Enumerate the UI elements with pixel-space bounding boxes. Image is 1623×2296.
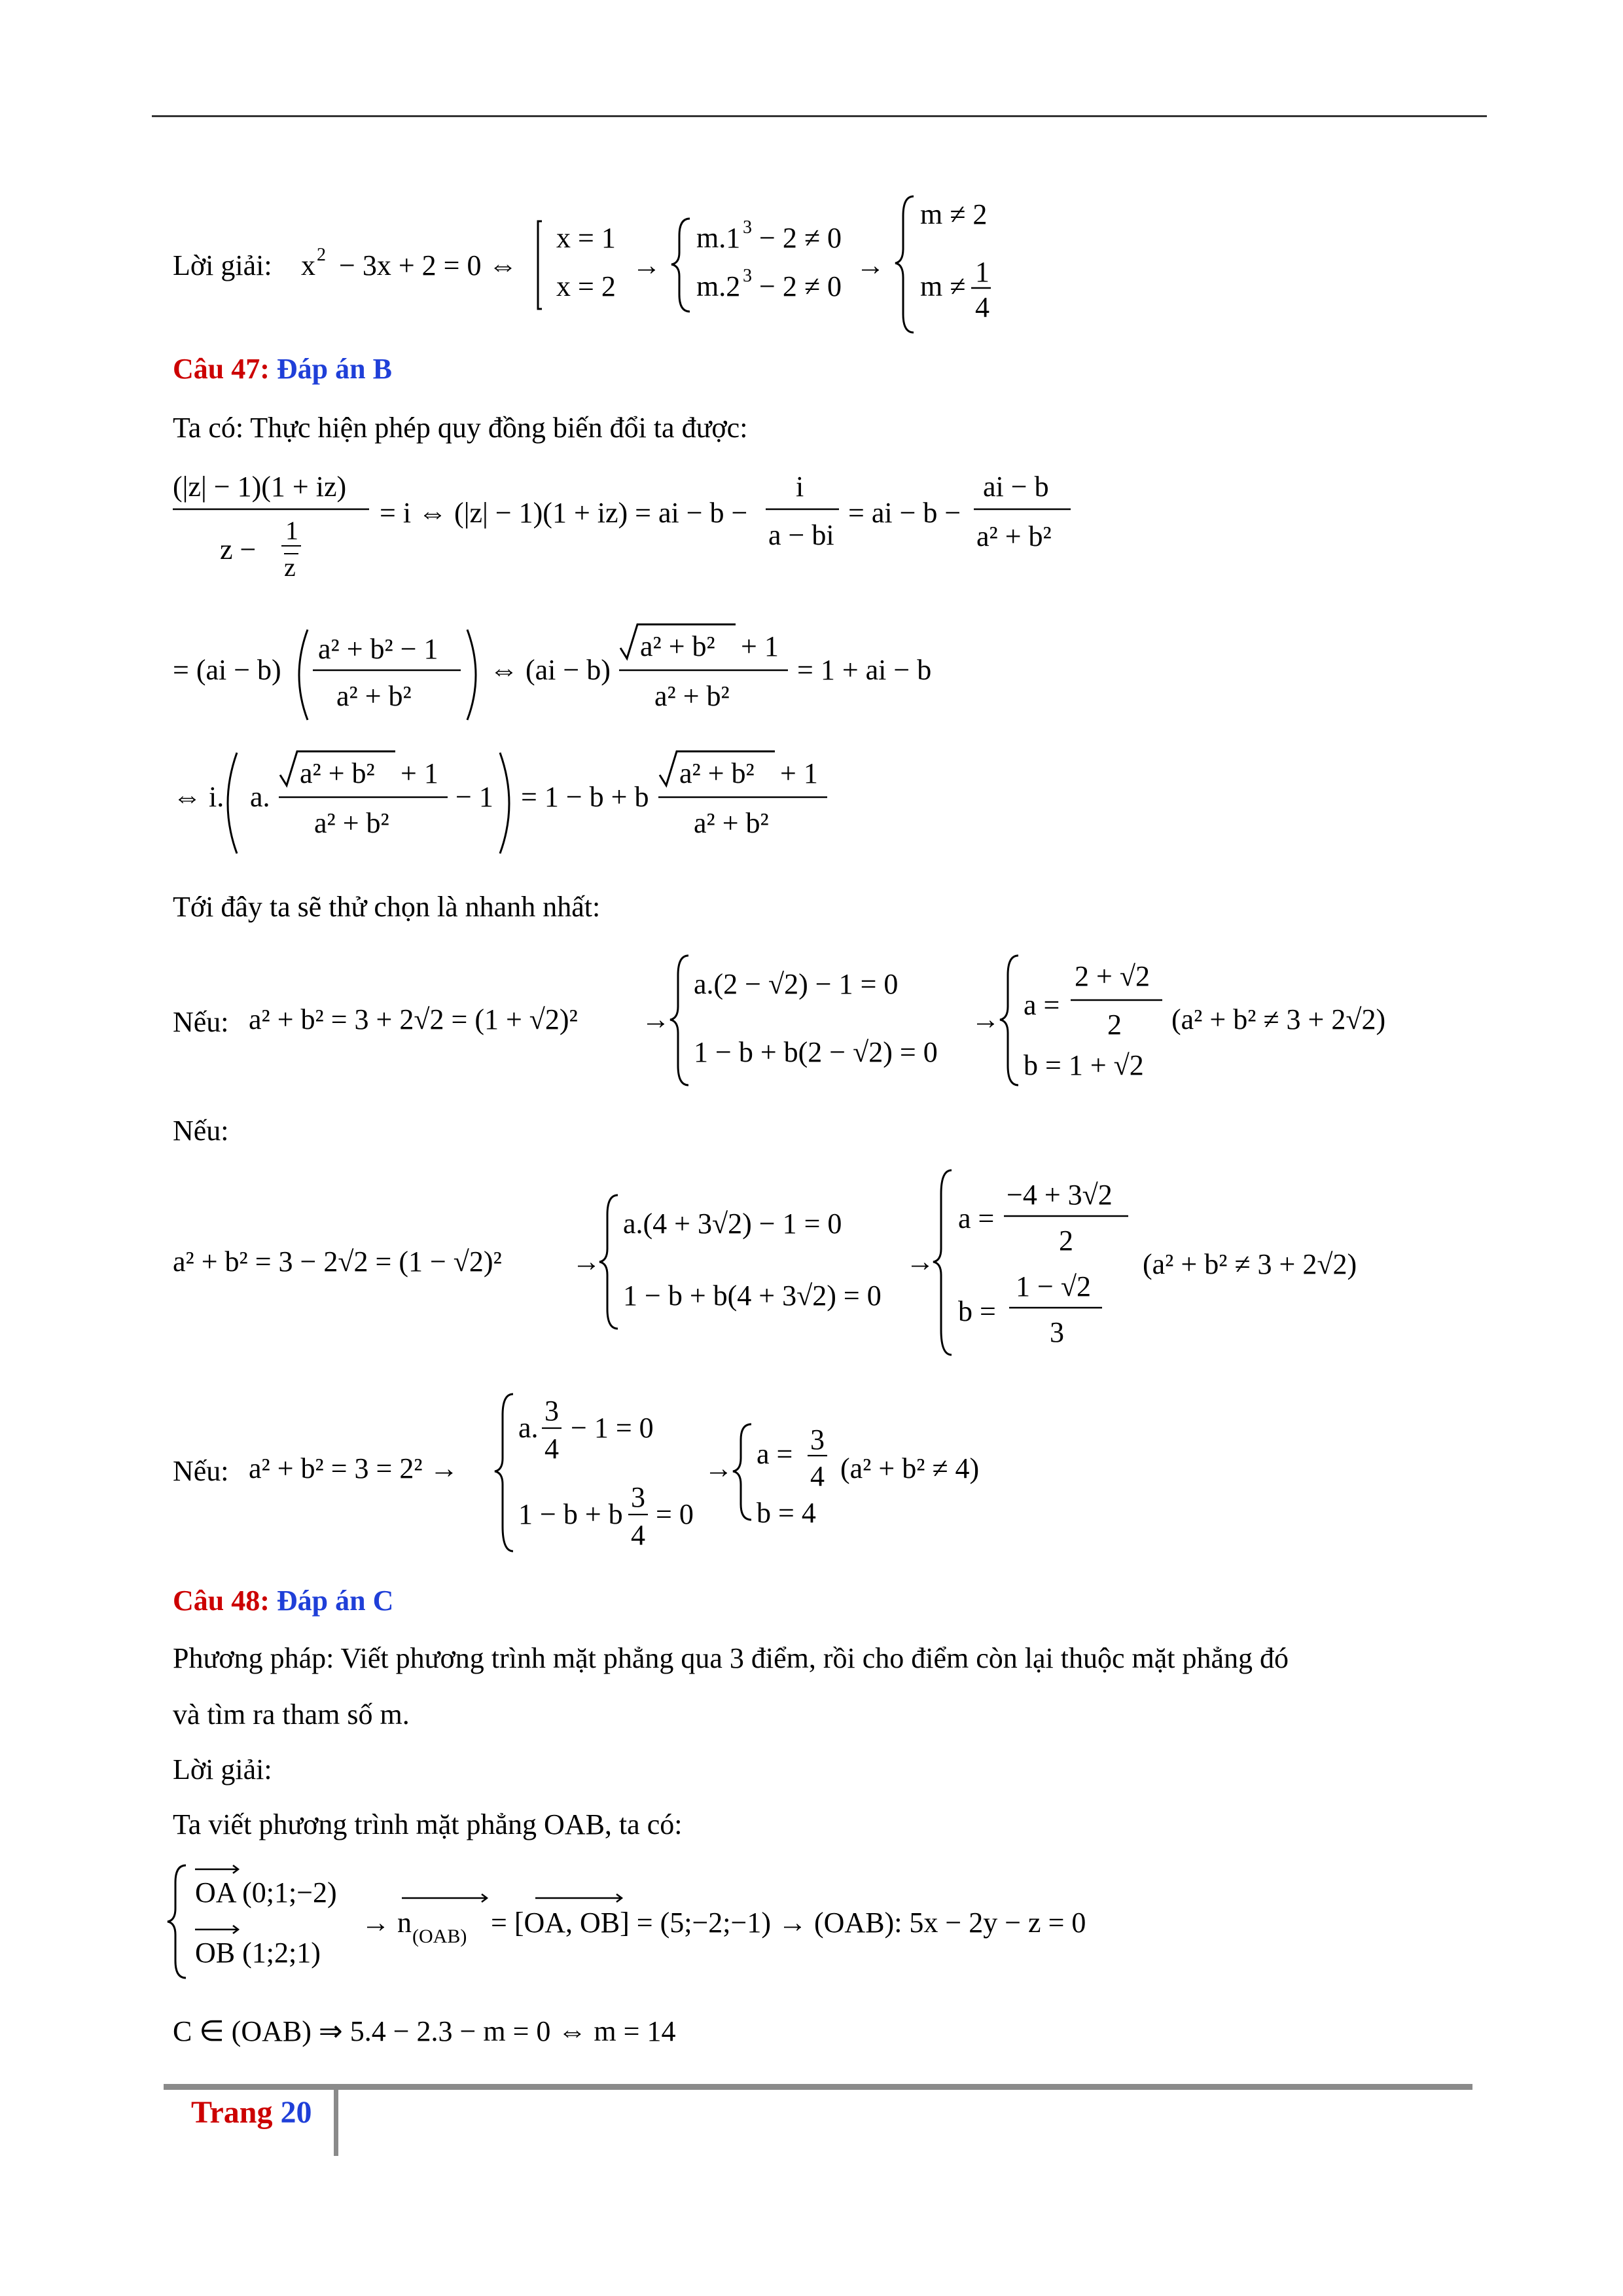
- svg-text:1 − √2: 1 − √2: [1016, 1270, 1091, 1302]
- svg-text:3: 3: [810, 1424, 825, 1456]
- svg-text:m ≠ 2: m ≠ 2: [920, 198, 988, 230]
- q47-case1: [249, 942, 1453, 1100]
- svg-text:→: →: [704, 1452, 733, 1484]
- svg-text:→ n: → n: [361, 1907, 412, 1939]
- svg-text:OA (0;1;−2): OA (0;1;−2): [195, 1876, 337, 1909]
- q47-lead: Ta có: Thực hiện phép quy đồng biến đổi ta được:: [173, 412, 748, 444]
- q47-heading: [173, 352, 392, 386]
- svg-text:x: x: [301, 249, 315, 281]
- svg-text:+ 1: + 1: [741, 630, 779, 662]
- top-rule: [152, 115, 1487, 117]
- svg-text:→: →: [641, 1003, 670, 1035]
- svg-text:⇔ i.: ⇔ i.: [173, 781, 224, 813]
- q47-step1: [173, 462, 1089, 606]
- page-footer: [191, 2094, 312, 2130]
- svg-text:= i ⇔ (|z| − 1)(1 + iz) = ai −: = i ⇔ (|z| − 1)(1 + iz) = ai − b −: [380, 497, 748, 529]
- svg-text:C ∈ (OAB) ⇒ 5.4 − 2.3 − m = 0: C ∈ (OAB) ⇒ 5.4 − 2.3 − m = 0 ⇔ m = 14: [173, 2015, 676, 2047]
- q48-vectors: [173, 1856, 1220, 1987]
- svg-text:a² + b²: a² + b²: [300, 757, 375, 789]
- bottom-rule: [164, 2084, 1472, 2090]
- svg-text:3: 3: [544, 1395, 559, 1427]
- svg-text:b = 4: b = 4: [757, 1497, 816, 1529]
- q47-try-text: Tới đây ta sẽ thử chọn là nhanh nhất:: [173, 891, 601, 923]
- q47-number: Câu 47:: [173, 353, 270, 385]
- svg-text:→: →: [572, 1246, 601, 1278]
- svg-text:3: 3: [631, 1481, 645, 1513]
- svg-text:a =: a =: [757, 1438, 793, 1470]
- q47-answer: Đáp án B: [276, 353, 392, 385]
- svg-text:a² + b² = 3 + 2√2 = (1 + √2)²: a² + b² = 3 + 2√2 = (1 + √2)²: [249, 1003, 578, 1035]
- svg-text:= 1 − b + b: = 1 − b + b: [521, 781, 649, 813]
- svg-text:(|z| − 1)(1 + iz): (|z| − 1)(1 + iz): [173, 471, 347, 503]
- svg-text:→: →: [632, 249, 661, 281]
- svg-text:i: i: [796, 471, 804, 503]
- intro-equation: [301, 190, 1021, 340]
- svg-text:2: 2: [1107, 1009, 1122, 1041]
- svg-text:− 3x + 2 = 0 ⇔: − 3x + 2 = 0 ⇔: [339, 249, 518, 281]
- q48-method-line1: Phương pháp: Viết phương trình mặt phẳng qua 3 điểm, rồi cho điểm còn lại thuộc mặt phẳng đó: [173, 1642, 1289, 1674]
- page-number: 20: [280, 2095, 312, 2130]
- svg-text:= 1 + ai − b: = 1 + ai − b: [797, 654, 932, 686]
- svg-text:= (ai − b): = (ai − b): [173, 654, 281, 686]
- svg-text:ai − b: ai − b: [983, 471, 1049, 503]
- svg-text:1 − b + b(4 + 3√2) = 0: 1 − b + b(4 + 3√2) = 0: [623, 1280, 882, 1312]
- svg-text:1 − b + b: 1 − b + b: [518, 1498, 623, 1530]
- case2-label: Nếu:: [173, 1115, 229, 1147]
- svg-text:m ≠: m ≠: [920, 270, 966, 302]
- svg-text:a² + b² − 1: a² + b² − 1: [318, 633, 438, 665]
- q48-method-line2: và tìm ra tham số m.: [173, 1698, 410, 1731]
- svg-text:→: →: [856, 249, 885, 281]
- svg-text:a² + b² = 3 − 2√2 = (1 − √2)²: a² + b² = 3 − 2√2 = (1 − √2)²: [173, 1246, 502, 1278]
- svg-text:3: 3: [743, 266, 752, 286]
- svg-text:a − bi: a − bi: [768, 519, 834, 551]
- q47-step3: [173, 746, 958, 864]
- svg-text:(a² + b² ≠ 4): (a² + b² ≠ 4): [840, 1452, 980, 1484]
- svg-text:− 2 ≠ 0: − 2 ≠ 0: [759, 222, 842, 254]
- svg-text:+ 1: + 1: [780, 757, 818, 789]
- svg-text:= 0: = 0: [656, 1498, 694, 1530]
- q48-number: Câu 48:: [173, 1585, 270, 1617]
- case1-label: Nếu:: [173, 1006, 229, 1038]
- q48-final: [173, 2003, 827, 2055]
- svg-text:a² + b² = 3 = 2² →: a² + b² = 3 = 2² →: [249, 1452, 459, 1484]
- svg-text:+ 1: + 1: [401, 757, 438, 789]
- svg-text:a =: a =: [958, 1202, 995, 1234]
- svg-text:a² + b²: a² + b²: [679, 757, 755, 789]
- svg-text:4: 4: [631, 1519, 645, 1551]
- footer-divider: [334, 2084, 338, 2156]
- svg-text:a.: a.: [250, 781, 270, 813]
- q47-step2: [173, 622, 958, 733]
- q48-answer: Đáp án C: [276, 1585, 394, 1617]
- intro-label: Lời giải:: [173, 249, 272, 281]
- svg-text:a² + b²: a² + b²: [314, 807, 389, 839]
- svg-text:4: 4: [975, 291, 990, 323]
- footer-label: Trang: [191, 2095, 273, 2130]
- svg-text:a.(4 + 3√2) − 1 = 0: a.(4 + 3√2) − 1 = 0: [623, 1208, 842, 1240]
- svg-text:a.: a.: [518, 1412, 539, 1444]
- svg-text:1 − b + b(2 − √2) = 0: 1 − b + b(2 − √2) = 0: [694, 1036, 938, 1068]
- svg-text:a² + b²: a² + b²: [694, 807, 769, 839]
- svg-text:m.1: m.1: [696, 222, 741, 254]
- svg-text:a.(2 − √2) − 1 = 0: a.(2 − √2) − 1 = 0: [694, 968, 899, 1000]
- svg-text:4: 4: [810, 1460, 825, 1492]
- svg-text:→: →: [906, 1246, 935, 1278]
- svg-text:2 + √2: 2 + √2: [1075, 960, 1150, 992]
- case3-label: Nếu:: [173, 1455, 229, 1487]
- svg-text:x = 1: x = 1: [556, 222, 616, 254]
- q48-plane-text: Ta viết phương trình mặt phẳng OAB, ta có:: [173, 1808, 683, 1840]
- svg-text:1: 1: [975, 256, 990, 288]
- svg-text:− 1: − 1: [455, 781, 493, 813]
- svg-text:m.2: m.2: [696, 270, 741, 302]
- q48-solution-label: Lời giải:: [173, 1753, 272, 1785]
- svg-text:(OAB): (OAB): [412, 1926, 467, 1947]
- svg-text:3: 3: [1050, 1316, 1064, 1348]
- svg-text:= ai − b −: = ai − b −: [848, 497, 961, 529]
- q47-case3: [249, 1381, 1165, 1564]
- svg-text:→: →: [971, 1003, 1000, 1035]
- svg-text:z: z: [284, 552, 296, 582]
- svg-text:− 2 ≠ 0: − 2 ≠ 0: [759, 270, 842, 302]
- svg-text:−4 + 3√2: −4 + 3√2: [1007, 1179, 1113, 1211]
- svg-text:(a² + b² ≠ 3 + 2√2): (a² + b² ≠ 3 + 2√2): [1143, 1248, 1357, 1280]
- svg-text:a² + b²: a² + b²: [640, 630, 715, 662]
- svg-text:3: 3: [743, 217, 752, 238]
- svg-text:(a² + b² ≠ 3 + 2√2): (a² + b² ≠ 3 + 2√2): [1171, 1003, 1386, 1035]
- svg-text:b = 1 + √2: b = 1 + √2: [1024, 1049, 1144, 1081]
- svg-text:a² + b²: a² + b²: [976, 520, 1052, 552]
- svg-text:4: 4: [544, 1433, 559, 1465]
- svg-text:b =: b =: [958, 1295, 996, 1327]
- svg-text:OB (1;2;1): OB (1;2;1): [195, 1937, 321, 1969]
- svg-text:a =: a =: [1024, 989, 1060, 1021]
- svg-text:a² + b²: a² + b²: [654, 680, 730, 712]
- svg-text:z −: z −: [220, 533, 257, 565]
- q47-case2: [173, 1165, 1455, 1361]
- q48-heading: [173, 1584, 393, 1617]
- svg-text:x = 2: x = 2: [556, 270, 616, 302]
- svg-text:− 1 = 0: − 1 = 0: [571, 1412, 654, 1444]
- svg-text:2: 2: [1059, 1225, 1073, 1257]
- svg-text:1: 1: [285, 516, 298, 545]
- svg-text:a² + b²: a² + b²: [336, 680, 412, 712]
- svg-text:⇔ (ai − b): ⇔ (ai − b): [490, 654, 611, 686]
- svg-text:= [OA, OB] = (5;−2;−1) → (OAB): = [OA, OB] = (5;−2;−1) → (OAB): 5x − 2y − z = 0: [491, 1907, 1086, 1939]
- svg-text:2: 2: [317, 245, 326, 265]
